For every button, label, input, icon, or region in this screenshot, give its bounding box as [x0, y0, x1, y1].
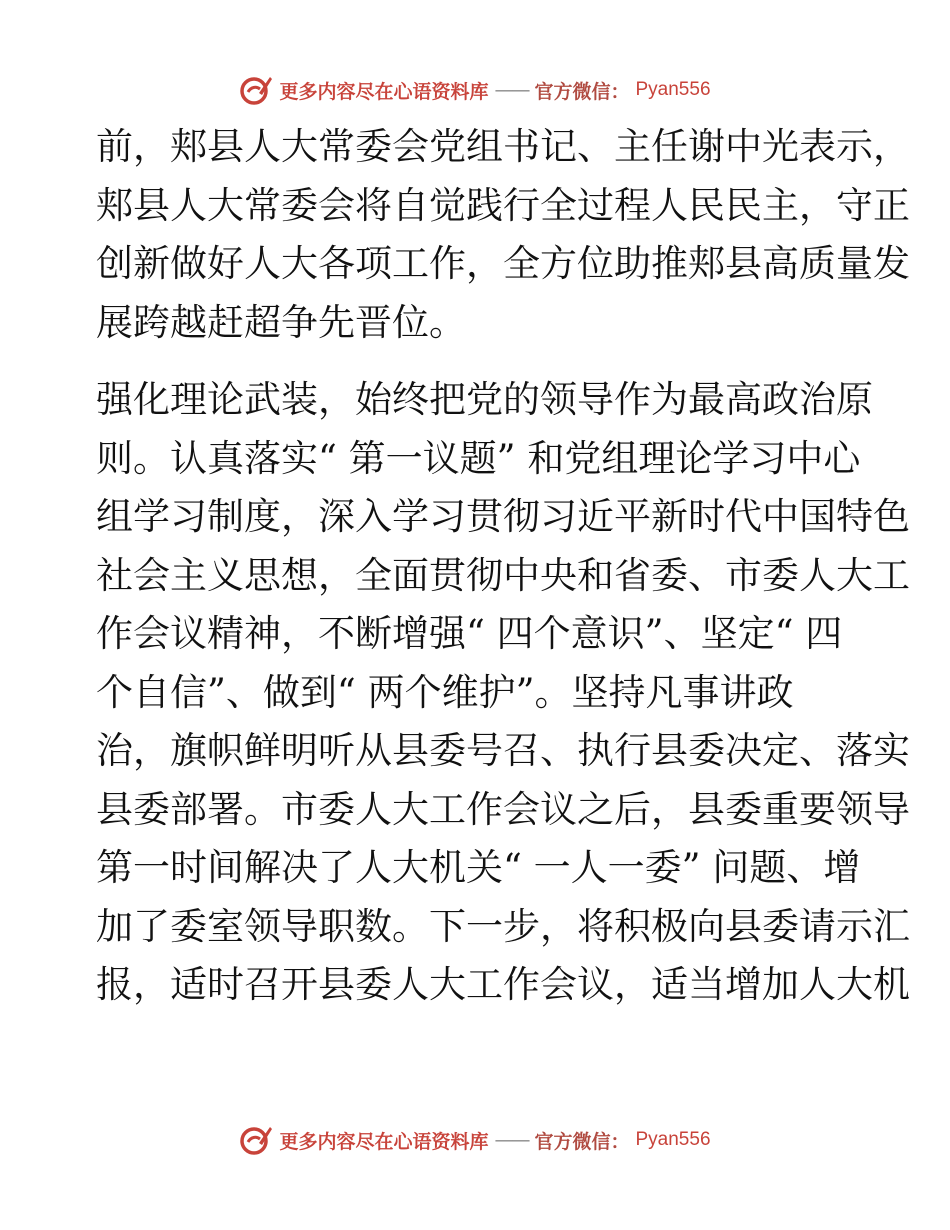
watermark-dash: ——	[494, 1129, 529, 1151]
watermark-wechat-id: Pyan556	[635, 79, 711, 100]
watermark-wechat-label: 官方微信：	[534, 1130, 630, 1153]
text-line: 强化理论武装，始终把党的领导作为最高政治原	[96, 378, 873, 421]
watermark-main-text: 更多内容尽在心语资料库	[279, 1130, 489, 1153]
text-line: 治，旗帜鲜明听从县委号召、执行县委决定、落实	[96, 729, 910, 772]
text-line: 组学习制度，深入学习贯彻习近平新时代中国特色	[96, 495, 910, 538]
header-watermark	[0, 68, 950, 112]
text-line: 展跨越赶超争先晋位。	[96, 300, 466, 344]
text-line: 则。认真落实“ 第一议题” 和党组理论学习中心	[96, 436, 861, 480]
watermark-dash: ——	[494, 79, 529, 101]
footer-watermark	[0, 1118, 950, 1162]
text-line: 作会议精神，不断增强“ 四个意识”、坚定“ 四	[96, 612, 843, 655]
text-line: 加了委室领导职数。下一步，将积极向县委请示汇	[96, 904, 910, 948]
text-line: 个自信”、做到“ 两个维护”。坚持凡事讲政	[96, 670, 794, 714]
text-line: 郏县人大常委会将自觉践行全过程人民民主，守正	[96, 183, 910, 227]
watermark-wechat-label: 官方微信：	[534, 80, 630, 103]
brush-logo-icon	[239, 1123, 273, 1157]
text-line: 社会主义思想，全面贯彻中央和省委、市委人大工	[96, 553, 910, 597]
text-line: 创新做好人大各项工作，全方位助推郏县高质量发	[96, 242, 910, 285]
document-body	[96, 118, 910, 1015]
text-line: 县委部署。市委人大工作会议之后，县委重要领导	[96, 787, 910, 831]
watermark-wechat-id: Pyan556	[635, 1129, 711, 1150]
watermark-main-text: 更多内容尽在心语资料库	[279, 80, 489, 103]
text-line: 第一时间解决了人大机关“ 一人一委” 问题、增	[96, 846, 861, 889]
text-line: 前，郏县人大常委会党组书记、主任谢中光表示，	[96, 125, 910, 168]
text-line: 报，适时召开县委人大工作会议，适当增加人大机	[96, 963, 910, 1006]
paragraph-2	[96, 371, 910, 1015]
paragraph-1	[96, 118, 910, 352]
brush-logo-icon	[239, 73, 273, 107]
